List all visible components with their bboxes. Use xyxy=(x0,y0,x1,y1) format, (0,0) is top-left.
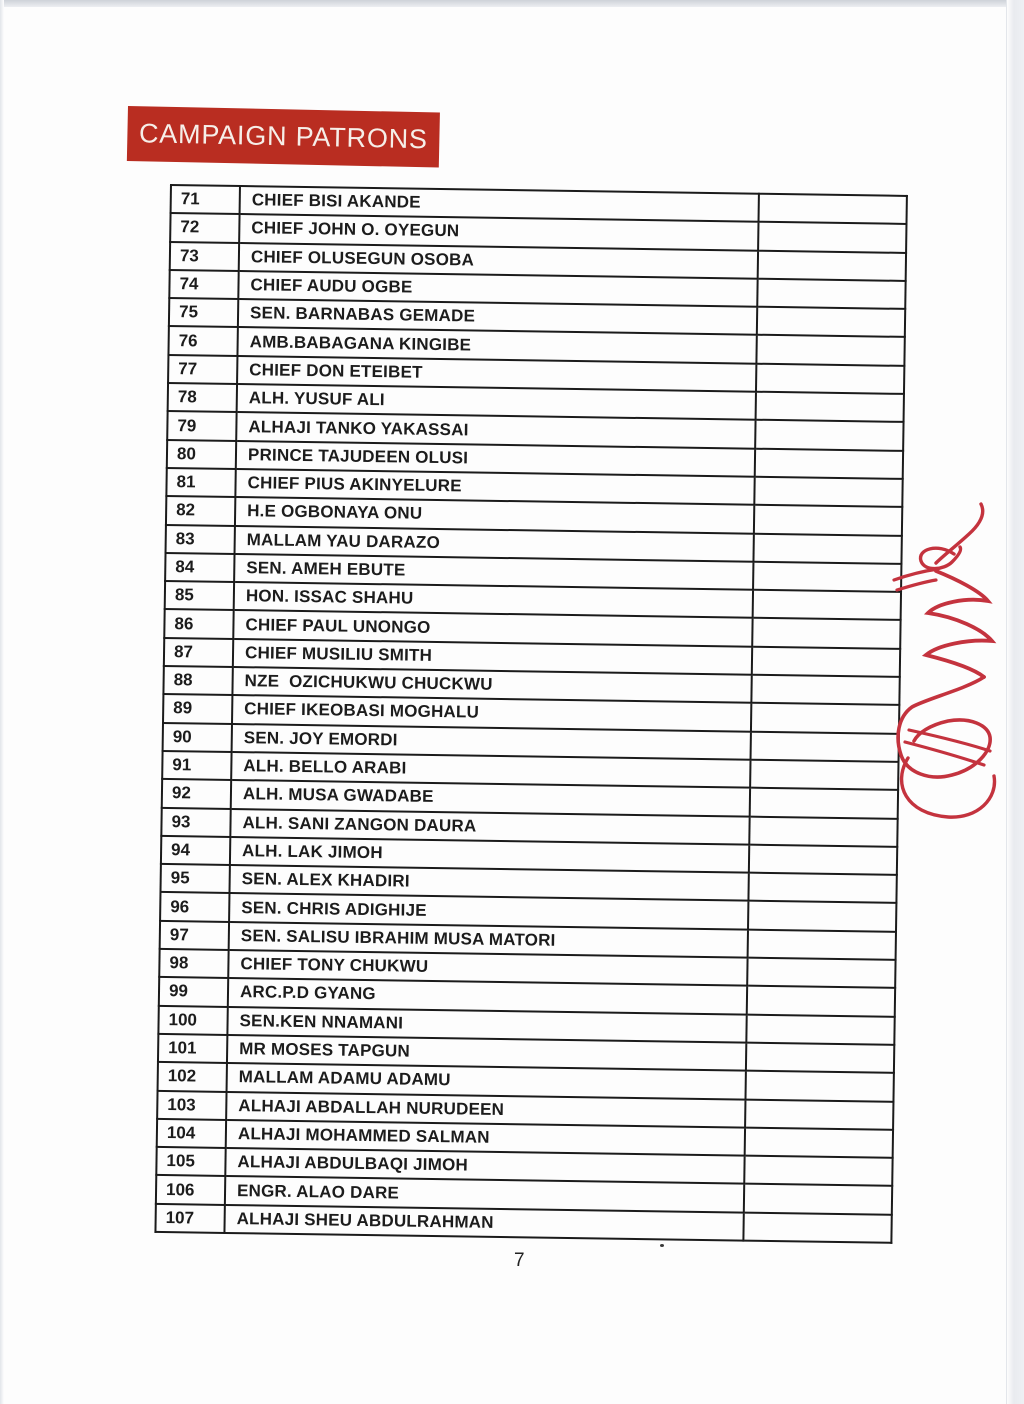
row-number-cell: 80 xyxy=(167,440,236,469)
row-blank-cell xyxy=(753,590,901,620)
row-number-cell: 99 xyxy=(159,977,228,1006)
row-name-cell: ALH. MUSA GWADABE xyxy=(231,780,750,816)
row-blank-cell xyxy=(747,986,895,1016)
page-number: 7 xyxy=(514,1250,525,1271)
row-blank-cell xyxy=(753,562,901,592)
row-blank-cell xyxy=(756,364,904,394)
row-blank-cell xyxy=(746,1043,894,1073)
row-name-cell: CHIEF PIUS AKINYELURE xyxy=(235,469,754,505)
row-name-cell: SEN. BARNABAS GEMADE xyxy=(238,299,757,335)
row-name-cell: ALH. BELLO ARABI xyxy=(231,752,750,788)
row-name-cell: CHIEF PAUL UNONGO xyxy=(233,610,752,646)
row-blank-cell xyxy=(750,760,898,790)
row-blank-cell xyxy=(745,1099,893,1129)
row-name-cell: MALLAM YAU DARAZO xyxy=(235,526,754,562)
scan-edge-top xyxy=(0,0,1024,7)
row-name-cell: ALH. LAK JIMOH xyxy=(230,837,749,873)
row-blank-cell xyxy=(744,1156,892,1186)
red-ink-signature xyxy=(886,492,1008,824)
row-blank-cell xyxy=(748,873,896,903)
row-number-cell: 103 xyxy=(157,1090,226,1119)
row-blank-cell xyxy=(758,250,906,280)
row-number-cell: 106 xyxy=(156,1175,225,1204)
row-name-cell: SEN. AMEH EBUTE xyxy=(234,554,753,590)
row-name-cell: ALHAJI TANKO YAKASSAI xyxy=(236,412,755,448)
row-blank-cell xyxy=(752,646,900,676)
row-name-cell: CHIEF TONY CHUKWU xyxy=(228,950,747,986)
row-blank-cell xyxy=(756,392,904,422)
row-number-cell: 92 xyxy=(162,779,231,808)
row-number-cell: 96 xyxy=(160,892,229,921)
row-name-cell: ALHAJI MOHAMMED SALMAN xyxy=(226,1120,745,1156)
row-name-cell: CHIEF BISI AKANDE xyxy=(240,186,759,222)
row-blank-cell xyxy=(749,816,897,846)
row-number-cell: 107 xyxy=(155,1204,224,1233)
row-number-cell: 95 xyxy=(160,864,229,893)
row-name-cell: SEN. ALEX KHADIRI xyxy=(229,865,748,901)
row-blank-cell xyxy=(757,307,905,337)
row-number-cell: 93 xyxy=(161,807,230,836)
row-name-cell: SEN. CHRIS ADIGHIJE xyxy=(229,893,748,929)
row-name-cell: CHIEF IKEOBASI MOGHALU xyxy=(232,695,751,731)
row-number-cell: 83 xyxy=(166,525,235,554)
row-name-cell: ENGR. ALAO DARE xyxy=(225,1176,744,1212)
row-blank-cell xyxy=(756,335,904,365)
row-blank-cell xyxy=(743,1212,891,1242)
row-number-cell: 100 xyxy=(158,1006,227,1035)
row-blank-cell xyxy=(751,731,899,761)
row-blank-cell xyxy=(758,222,906,252)
row-name-cell: ARC.P.D GYANG xyxy=(228,978,747,1014)
row-name-cell: ALHAJI SHEU ABDULRAHMAN xyxy=(224,1205,743,1241)
row-blank-cell xyxy=(745,1127,893,1157)
patrons-table xyxy=(154,184,907,1244)
row-blank-cell xyxy=(752,618,900,648)
row-number-cell: 101 xyxy=(158,1034,227,1063)
row-name-cell: CHIEF MUSILIU SMITH xyxy=(233,639,752,675)
row-blank-cell xyxy=(759,194,907,224)
row-blank-cell xyxy=(751,703,899,733)
campaign-patrons-banner xyxy=(127,106,440,168)
row-name-cell: SEN. JOY EMORDI xyxy=(232,724,751,760)
stray-dot-mark xyxy=(660,1244,664,1247)
row-number-cell: 74 xyxy=(169,270,238,299)
row-name-cell: MALLAM ADAMU ADAMU xyxy=(227,1063,746,1099)
row-number-cell: 102 xyxy=(158,1062,227,1091)
row-number-cell: 94 xyxy=(161,836,230,865)
row-number-cell: 72 xyxy=(170,213,239,242)
row-number-cell: 91 xyxy=(162,751,231,780)
scan-edge-right xyxy=(1006,0,1024,1404)
row-name-cell: ALHAJI ABDALLAH NURUDEEN xyxy=(226,1091,745,1127)
row-number-cell: 85 xyxy=(165,581,234,610)
row-number-cell: 105 xyxy=(156,1147,225,1176)
row-number-cell: 81 xyxy=(166,468,235,497)
row-number-cell: 75 xyxy=(169,298,238,327)
row-blank-cell xyxy=(747,958,895,988)
row-name-cell: CHIEF AUDU OGBE xyxy=(238,271,757,307)
row-name-cell: MR MOSES TAPGUN xyxy=(227,1035,746,1071)
row-blank-cell xyxy=(754,505,902,535)
row-number-cell: 71 xyxy=(171,185,240,214)
row-number-cell: 78 xyxy=(168,383,237,412)
row-number-cell: 82 xyxy=(166,496,235,525)
row-blank-cell xyxy=(750,788,898,818)
patrons-table-container xyxy=(154,184,907,1244)
row-blank-cell xyxy=(745,1071,893,1101)
row-blank-cell xyxy=(749,844,897,874)
row-name-cell: CHIEF JOHN O. OYEGUN xyxy=(239,214,758,250)
row-number-cell: 87 xyxy=(164,638,233,667)
row-number-cell: 84 xyxy=(165,553,234,582)
row-blank-cell xyxy=(754,477,902,507)
row-name-cell: HON. ISSAC SHAHU xyxy=(234,582,753,618)
row-number-cell: 77 xyxy=(168,355,237,384)
row-blank-cell xyxy=(751,675,899,705)
row-blank-cell xyxy=(755,420,903,450)
row-name-cell: SEN.KEN NNAMANI xyxy=(227,1007,746,1043)
row-name-cell: PRINCE TAJUDEEN OLUSI xyxy=(236,441,755,477)
row-number-cell: 73 xyxy=(170,242,239,271)
row-name-cell: H.E OGBONAYA ONU xyxy=(235,497,754,533)
row-number-cell: 90 xyxy=(163,723,232,752)
banner-title: CAMPAIGN PATRONS xyxy=(138,118,429,155)
row-blank-cell xyxy=(748,929,896,959)
row-number-cell: 104 xyxy=(157,1119,226,1148)
patron-table-body xyxy=(155,185,906,1243)
row-name-cell: NZE OZICHUKWU CHUCKWU xyxy=(232,667,751,703)
row-name-cell: CHIEF DON ETEIBET xyxy=(237,356,756,392)
row-number-cell: 89 xyxy=(163,694,232,723)
row-name-cell: ALHAJI ABDULBAQI JIMOH xyxy=(225,1148,744,1184)
row-name-cell: AMB.BABAGANA KINGIBE xyxy=(237,328,756,364)
row-number-cell: 76 xyxy=(168,326,237,355)
row-number-cell: 79 xyxy=(167,411,236,440)
row-number-cell: 88 xyxy=(163,666,232,695)
row-number-cell: 97 xyxy=(160,921,229,950)
row-blank-cell xyxy=(744,1184,892,1214)
row-name-cell: ALH. YUSUF ALI xyxy=(237,384,756,420)
row-name-cell: ALH. SANI ZANGON DAURA xyxy=(230,809,749,845)
scan-edge-left xyxy=(0,0,4,1404)
row-name-cell: SEN. SALISU IBRAHIM MUSA MATORI xyxy=(229,922,748,958)
row-blank-cell xyxy=(746,1014,894,1044)
row-number-cell: 86 xyxy=(164,609,233,638)
row-name-cell: CHIEF OLUSEGUN OSOBA xyxy=(239,243,758,279)
row-blank-cell xyxy=(753,533,901,563)
row-blank-cell xyxy=(757,279,905,309)
row-blank-cell xyxy=(748,901,896,931)
row-blank-cell xyxy=(755,448,903,478)
signature-scribble-icon xyxy=(886,492,1008,824)
row-number-cell: 98 xyxy=(159,949,228,978)
